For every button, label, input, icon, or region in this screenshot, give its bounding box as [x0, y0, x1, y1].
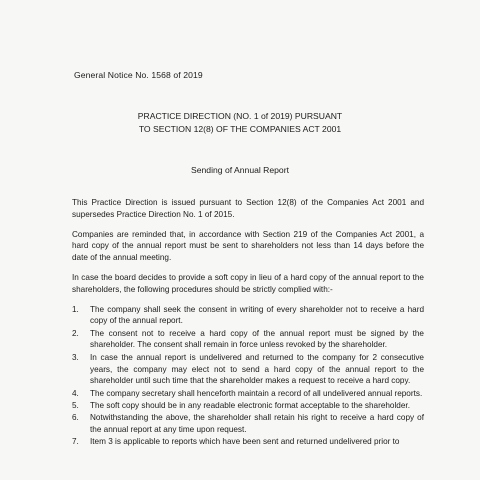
list-item: [72, 436, 424, 448]
list-item-text: The company shall seek the consent in writing of every shareholder not to receive a hard copy of the annual report.: [90, 304, 424, 326]
list-item: [72, 412, 424, 436]
paragraph-intro: This Practice Direction is issued pursuant to Section 12(8) of the Companies Act 2001 and supersedes Practice Direction No. 1 of 2015.: [72, 198, 424, 219]
list-item-number: 5.: [72, 400, 79, 410]
list-item-number: 6.: [72, 413, 79, 423]
list-item-text: The company secretary shall henceforth maintain a record of all undelivered annual reports.: [90, 388, 423, 398]
list-item-number: 2.: [72, 328, 79, 338]
list-item: [72, 388, 424, 400]
list-item: [72, 400, 424, 412]
list-item-text: The consent not to receive a hard copy of the annual report must be signed by the shareholder. The consent shall remain in force unless revoked by the shareholder.: [90, 328, 424, 350]
title-line-2: TO SECTION 12(8) OF THE COMPANIES ACT 2001: [138, 124, 342, 134]
document-title: [0, 110, 480, 136]
list-item-text: The soft copy should be in any readable electronic format acceptable to the shareholder.: [90, 400, 410, 410]
list-item-number: 4.: [72, 388, 79, 398]
list-item-number: 7.: [72, 437, 79, 447]
document-subtitle: Sending of Annual Report: [191, 165, 289, 175]
list-item: [72, 328, 424, 352]
list-item-text: Notwithstanding the above, the shareholder shall retain his right to receive a hard copy of the annual report at any time upon request.: [90, 413, 424, 435]
list-item: [72, 352, 424, 387]
list-item-text: In case the annual report is undelivered and returned to the company for 2 consecutive years, the company may elect not to send a hard copy of the annual report to the shareholder until such time that the shareholder makes a request to receive a hard copy.: [90, 352, 424, 386]
paragraph-reminder: Companies are reminded that, in accordance with Section 219 of the Companies Act 2001, a hard copy of the annual report must be sent to shareholders not less than 14 days before the date of the annual meeting.: [72, 229, 424, 263]
procedure-list: [72, 304, 424, 449]
paragraph-procedures: In case the board decides to provide a soft copy in lieu of a hard copy of the annual report to the shareholders, the following procedures should be strictly complied with:-: [72, 272, 424, 294]
title-line-1: PRACTICE DIRECTION (NO. 1 of 2019) PURSUANT: [137, 111, 343, 121]
general-notice-number: General Notice No. 1568 of 2019: [74, 70, 203, 80]
list-item-text: Item 3 is applicable to reports which have been sent and returned undelivered prior to: [90, 437, 400, 447]
list-item: [72, 304, 424, 328]
list-item-number: 3.: [72, 352, 79, 362]
document-body: [72, 197, 424, 449]
list-item-number: 1.: [72, 304, 79, 314]
